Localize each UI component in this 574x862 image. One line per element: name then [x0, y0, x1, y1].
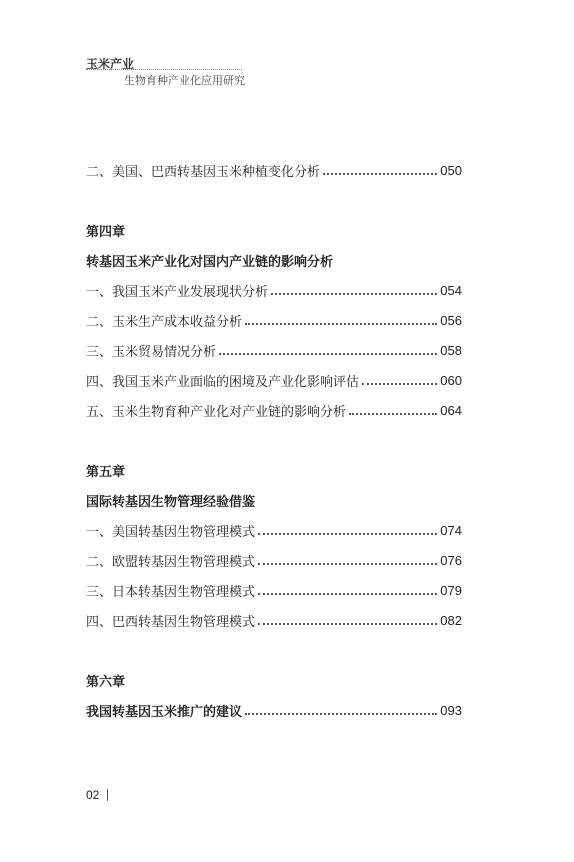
page-number: 02	[86, 788, 100, 802]
toc-entry-text: 一、我国玉米产业发展现状分析	[86, 284, 269, 300]
toc-entry[interactable]	[86, 580, 462, 600]
header-dotted-rule	[86, 69, 242, 70]
toc-leader-dots	[362, 382, 437, 385]
toc-entry-text: 四、我国玉米产业面临的困境及产业化影响评估	[86, 374, 360, 390]
toc-entry-text: 二、欧盟转基因生物管理模式	[86, 554, 256, 570]
toc-leader-dots	[323, 172, 437, 175]
toc-leader-dots	[219, 352, 437, 355]
toc-entry-text: 我国转基因玉米推广的建议	[86, 704, 243, 720]
chapter-4-label: 第四章	[86, 225, 126, 240]
running-header-subtitle: 生物育种产业化应用研究	[124, 74, 245, 87]
toc-leader-dots	[349, 412, 437, 415]
toc-leader-dots	[245, 712, 437, 715]
footer-divider	[107, 789, 108, 801]
toc-entry[interactable]	[86, 610, 462, 630]
toc-leader-dots	[258, 532, 437, 535]
chapter-5-title[interactable]: 国际转基因生物管理经验借鉴	[86, 495, 256, 510]
toc-leader-dots	[258, 592, 437, 595]
toc-leader-dots	[271, 292, 437, 295]
toc-page-number: 058	[440, 342, 462, 358]
toc-page-number: 082	[440, 612, 462, 628]
chapter-4-title[interactable]: 转基因玉米产业化对国内产业链的影响分析	[86, 255, 334, 270]
toc-page-number: 076	[440, 552, 462, 568]
toc-entry[interactable]	[86, 400, 462, 420]
toc-page-number: 079	[440, 582, 462, 598]
toc-entry[interactable]	[86, 310, 462, 330]
toc-page-number: 056	[440, 312, 462, 328]
toc-entry-text: 一、美国转基因生物管理模式	[86, 524, 256, 540]
toc-entry[interactable]	[86, 520, 462, 540]
toc-entry-text: 三、日本转基因生物管理模式	[86, 584, 256, 600]
toc-entry-text: 三、玉米贸易情况分析	[86, 344, 217, 360]
toc-entry-text: 二、美国、巴西转基因玉米种植变化分析	[86, 164, 321, 180]
toc-page-number: 093	[440, 702, 462, 718]
toc-page-number: 050	[440, 162, 462, 178]
toc-entry[interactable]	[86, 280, 462, 300]
toc-page-number: 060	[440, 372, 462, 388]
toc-entry[interactable]	[86, 160, 462, 180]
chapter-6-label: 第六章	[86, 675, 126, 690]
toc-entry[interactable]	[86, 340, 462, 360]
toc-leader-dots	[245, 322, 437, 325]
chapter-5-label: 第五章	[86, 465, 126, 480]
toc-entry-text: 五、玉米生物育种产业化对产业链的影响分析	[86, 404, 347, 420]
toc-entry[interactable]	[86, 550, 462, 570]
toc-leader-dots	[258, 622, 437, 625]
toc-entry[interactable]	[86, 370, 462, 390]
toc-entry-text: 二、玉米生产成本收益分析	[86, 314, 243, 330]
toc-page-number: 074	[440, 522, 462, 538]
chapter-6-title-entry[interactable]	[86, 700, 462, 720]
running-header-title: 玉米产业	[86, 57, 135, 71]
toc-page-number: 054	[440, 282, 462, 298]
toc-leader-dots	[258, 562, 437, 565]
toc-page-number: 064	[440, 402, 462, 418]
toc-entry-text: 四、巴西转基因生物管理模式	[86, 614, 256, 630]
